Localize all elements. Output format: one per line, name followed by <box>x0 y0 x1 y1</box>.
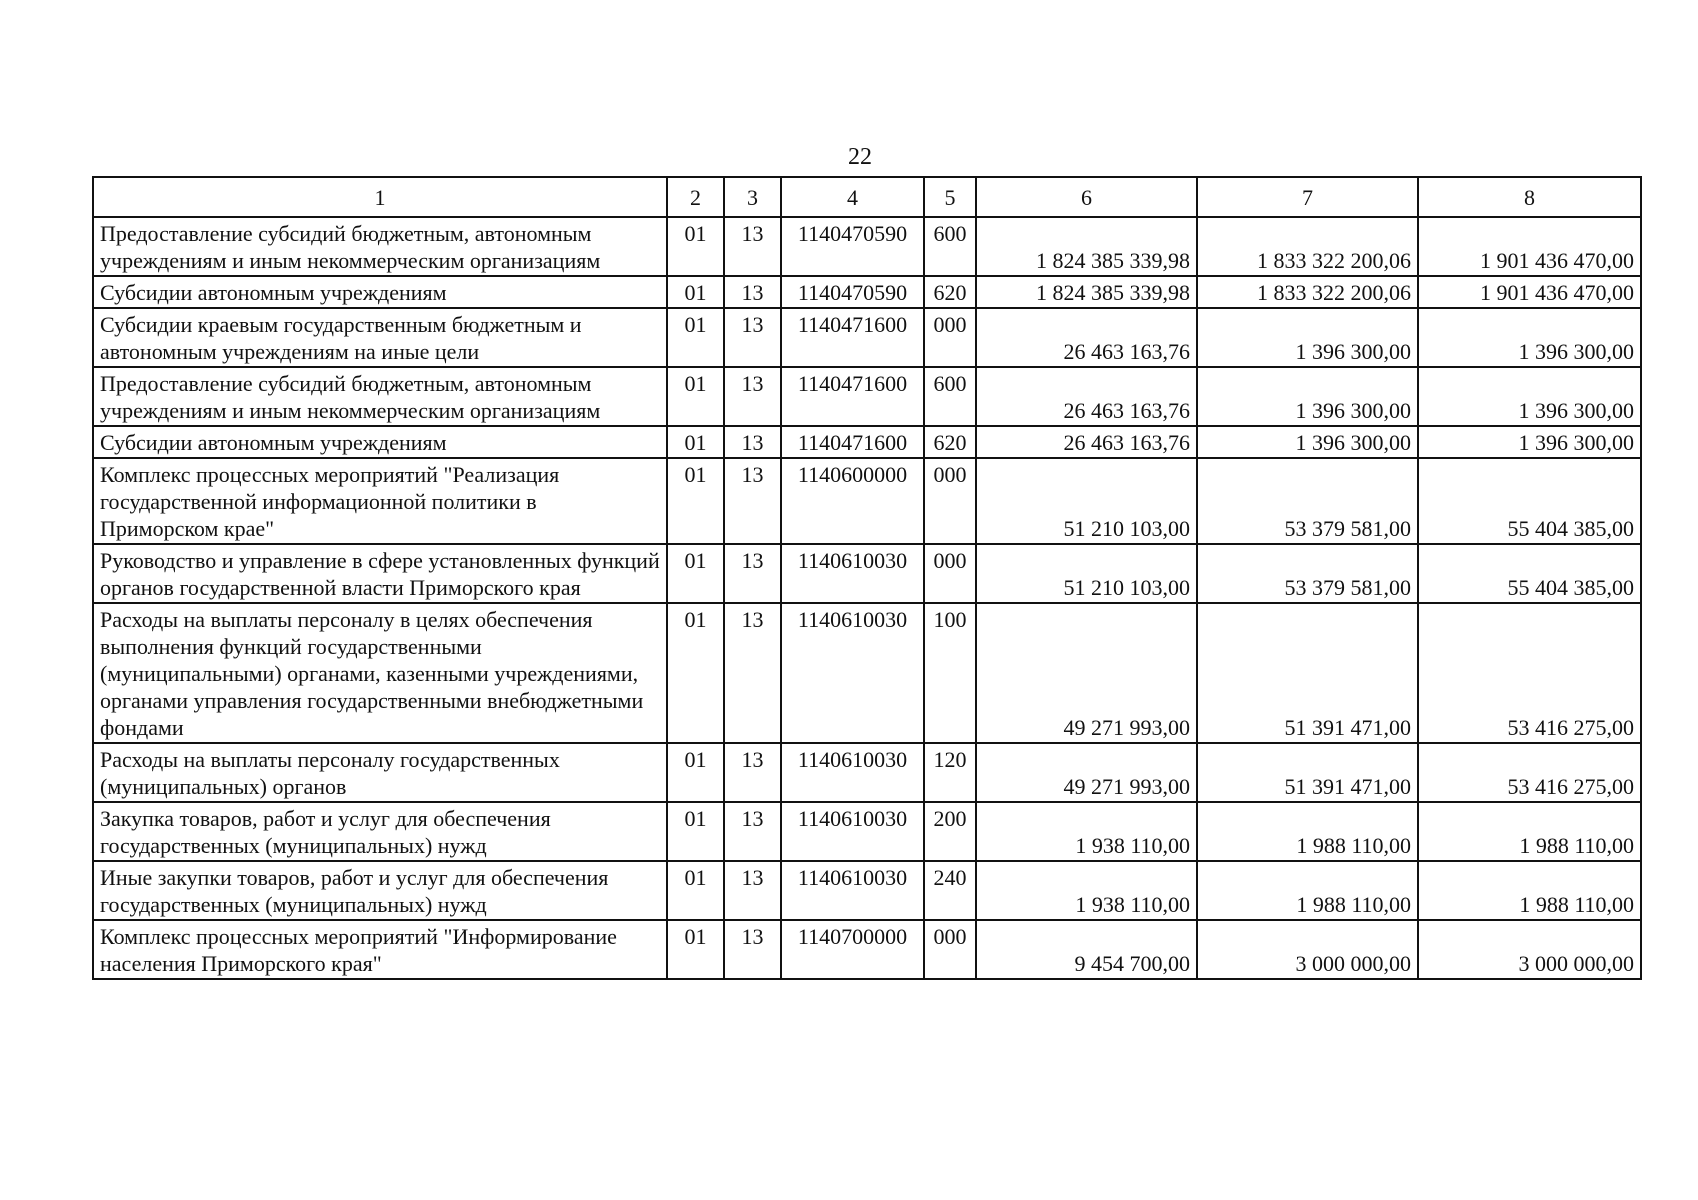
section-code-cell: 01 <box>667 743 724 802</box>
subsection-code-cell: 13 <box>724 861 781 920</box>
expense-type-cell: 200 <box>924 802 976 861</box>
table-row <box>93 603 1641 743</box>
header-row <box>93 177 1641 217</box>
subsection-code-cell: 13 <box>724 802 781 861</box>
amount-col6-cell: 1 824 385 339,98 <box>976 217 1197 276</box>
amount-col7-cell: 53 379 581,00 <box>1197 544 1418 603</box>
subsection-code-cell: 13 <box>724 544 781 603</box>
amount-col8-cell: 55 404 385,00 <box>1418 544 1641 603</box>
subsection-code-cell: 13 <box>724 367 781 426</box>
subsection-code-cell: 13 <box>724 743 781 802</box>
budget-table <box>92 176 1642 980</box>
column-header: 2 <box>667 177 724 217</box>
expense-type-cell: 600 <box>924 217 976 276</box>
expense-type-cell: 000 <box>924 458 976 544</box>
expense-name-cell: Иные закупки товаров, работ и услуг для обеспечения государственных (муниципальных) нужд <box>93 861 667 920</box>
amount-col7-cell: 1 988 110,00 <box>1197 861 1418 920</box>
expense-name-cell: Руководство и управление в сфере установленных функций органов государственной власти Приморского края <box>93 544 667 603</box>
expense-name-cell: Комплекс процессных мероприятий "Информирование населения Приморского края" <box>93 920 667 979</box>
column-header: 1 <box>93 177 667 217</box>
target-article-cell: 1140471600 <box>781 367 924 426</box>
amount-col8-cell: 1 396 300,00 <box>1418 426 1641 458</box>
amount-col6-cell: 51 210 103,00 <box>976 458 1197 544</box>
expense-name-cell: Закупка товаров, работ и услуг для обеспечения государственных (муниципальных) нужд <box>93 802 667 861</box>
subsection-code-cell: 13 <box>724 308 781 367</box>
amount-col6-cell: 51 210 103,00 <box>976 544 1197 603</box>
column-header: 5 <box>924 177 976 217</box>
amount-col8-cell: 1 901 436 470,00 <box>1418 276 1641 308</box>
amount-col6-cell: 1 938 110,00 <box>976 861 1197 920</box>
amount-col7-cell: 1 396 300,00 <box>1197 367 1418 426</box>
expense-type-cell: 000 <box>924 308 976 367</box>
expense-name-cell: Расходы на выплаты персоналу в целях обеспечения выполнения функций государственными (муниципальными) органами, казенными учреждениями, органами управления государственными внебюджетными фондами <box>93 603 667 743</box>
amount-col6-cell: 9 454 700,00 <box>976 920 1197 979</box>
amount-col8-cell: 1 901 436 470,00 <box>1418 217 1641 276</box>
target-article-cell: 1140610030 <box>781 603 924 743</box>
table-row <box>93 802 1641 861</box>
section-code-cell: 01 <box>667 308 724 367</box>
section-code-cell: 01 <box>667 603 724 743</box>
amount-col8-cell: 55 404 385,00 <box>1418 458 1641 544</box>
target-article-cell: 1140470590 <box>781 217 924 276</box>
amount-col6-cell: 26 463 163,76 <box>976 367 1197 426</box>
amount-col7-cell: 1 396 300,00 <box>1197 426 1418 458</box>
amount-col6-cell: 1 824 385 339,98 <box>976 276 1197 308</box>
column-header: 3 <box>724 177 781 217</box>
expense-type-cell: 000 <box>924 544 976 603</box>
target-article-cell: 1140471600 <box>781 308 924 367</box>
expense-name-cell: Субсидии автономным учреждениям <box>93 276 667 308</box>
amount-col7-cell: 1 396 300,00 <box>1197 308 1418 367</box>
table-row <box>93 276 1641 308</box>
page-number: 22 <box>848 144 872 170</box>
table-row <box>93 920 1641 979</box>
section-code-cell: 01 <box>667 861 724 920</box>
amount-col7-cell: 1 988 110,00 <box>1197 802 1418 861</box>
target-article-cell: 1140471600 <box>781 426 924 458</box>
subsection-code-cell: 13 <box>724 426 781 458</box>
amount-col6-cell: 26 463 163,76 <box>976 426 1197 458</box>
subsection-code-cell: 13 <box>724 603 781 743</box>
expense-name-cell: Комплекс процессных мероприятий "Реализация государственной информационной политики в Приморском крае" <box>93 458 667 544</box>
column-header: 6 <box>976 177 1197 217</box>
target-article-cell: 1140610030 <box>781 802 924 861</box>
expense-type-cell: 100 <box>924 603 976 743</box>
expense-name-cell: Субсидии автономным учреждениям <box>93 426 667 458</box>
expense-type-cell: 240 <box>924 861 976 920</box>
target-article-cell: 1140470590 <box>781 276 924 308</box>
amount-col7-cell: 3 000 000,00 <box>1197 920 1418 979</box>
amount-col8-cell: 1 988 110,00 <box>1418 802 1641 861</box>
amount-col6-cell: 49 271 993,00 <box>976 743 1197 802</box>
expense-name-cell: Предоставление субсидий бюджетным, автономным учреждениям и иным некоммерческим организациям <box>93 367 667 426</box>
target-article-cell: 1140610030 <box>781 544 924 603</box>
expense-name-cell: Субсидии краевым государственным бюджетным и автономным учреждениям на иные цели <box>93 308 667 367</box>
section-code-cell: 01 <box>667 920 724 979</box>
amount-col7-cell: 53 379 581,00 <box>1197 458 1418 544</box>
section-code-cell: 01 <box>667 544 724 603</box>
expense-name-cell: Расходы на выплаты персоналу государственных (муниципальных) органов <box>93 743 667 802</box>
target-article-cell: 1140700000 <box>781 920 924 979</box>
section-code-cell: 01 <box>667 367 724 426</box>
amount-col8-cell: 1 396 300,00 <box>1418 308 1641 367</box>
expense-type-cell: 600 <box>924 367 976 426</box>
column-header: 7 <box>1197 177 1418 217</box>
table-row <box>93 861 1641 920</box>
section-code-cell: 01 <box>667 802 724 861</box>
subsection-code-cell: 13 <box>724 217 781 276</box>
section-code-cell: 01 <box>667 276 724 308</box>
table-row <box>93 544 1641 603</box>
amount-col8-cell: 53 416 275,00 <box>1418 603 1641 743</box>
table-row <box>93 458 1641 544</box>
table-row <box>93 367 1641 426</box>
expense-name-cell: Предоставление субсидий бюджетным, автономным учреждениям и иным некоммерческим организациям <box>93 217 667 276</box>
amount-col8-cell: 1 396 300,00 <box>1418 367 1641 426</box>
expense-type-cell: 620 <box>924 276 976 308</box>
subsection-code-cell: 13 <box>724 276 781 308</box>
section-code-cell: 01 <box>667 426 724 458</box>
amount-col6-cell: 26 463 163,76 <box>976 308 1197 367</box>
amount-col8-cell: 53 416 275,00 <box>1418 743 1641 802</box>
column-header: 4 <box>781 177 924 217</box>
table-row <box>93 426 1641 458</box>
amount-col7-cell: 1 833 322 200,06 <box>1197 276 1418 308</box>
table-row <box>93 217 1641 276</box>
target-article-cell: 1140610030 <box>781 743 924 802</box>
amount-col6-cell: 49 271 993,00 <box>976 603 1197 743</box>
table-row <box>93 308 1641 367</box>
subsection-code-cell: 13 <box>724 920 781 979</box>
section-code-cell: 01 <box>667 458 724 544</box>
target-article-cell: 1140610030 <box>781 861 924 920</box>
subsection-code-cell: 13 <box>724 458 781 544</box>
amount-col8-cell: 3 000 000,00 <box>1418 920 1641 979</box>
amount-col6-cell: 1 938 110,00 <box>976 802 1197 861</box>
section-code-cell: 01 <box>667 217 724 276</box>
expense-type-cell: 000 <box>924 920 976 979</box>
expense-type-cell: 120 <box>924 743 976 802</box>
amount-col7-cell: 1 833 322 200,06 <box>1197 217 1418 276</box>
expense-type-cell: 620 <box>924 426 976 458</box>
target-article-cell: 1140600000 <box>781 458 924 544</box>
column-header: 8 <box>1418 177 1641 217</box>
amount-col8-cell: 1 988 110,00 <box>1418 861 1641 920</box>
amount-col7-cell: 51 391 471,00 <box>1197 743 1418 802</box>
amount-col7-cell: 51 391 471,00 <box>1197 603 1418 743</box>
table-row <box>93 743 1641 802</box>
